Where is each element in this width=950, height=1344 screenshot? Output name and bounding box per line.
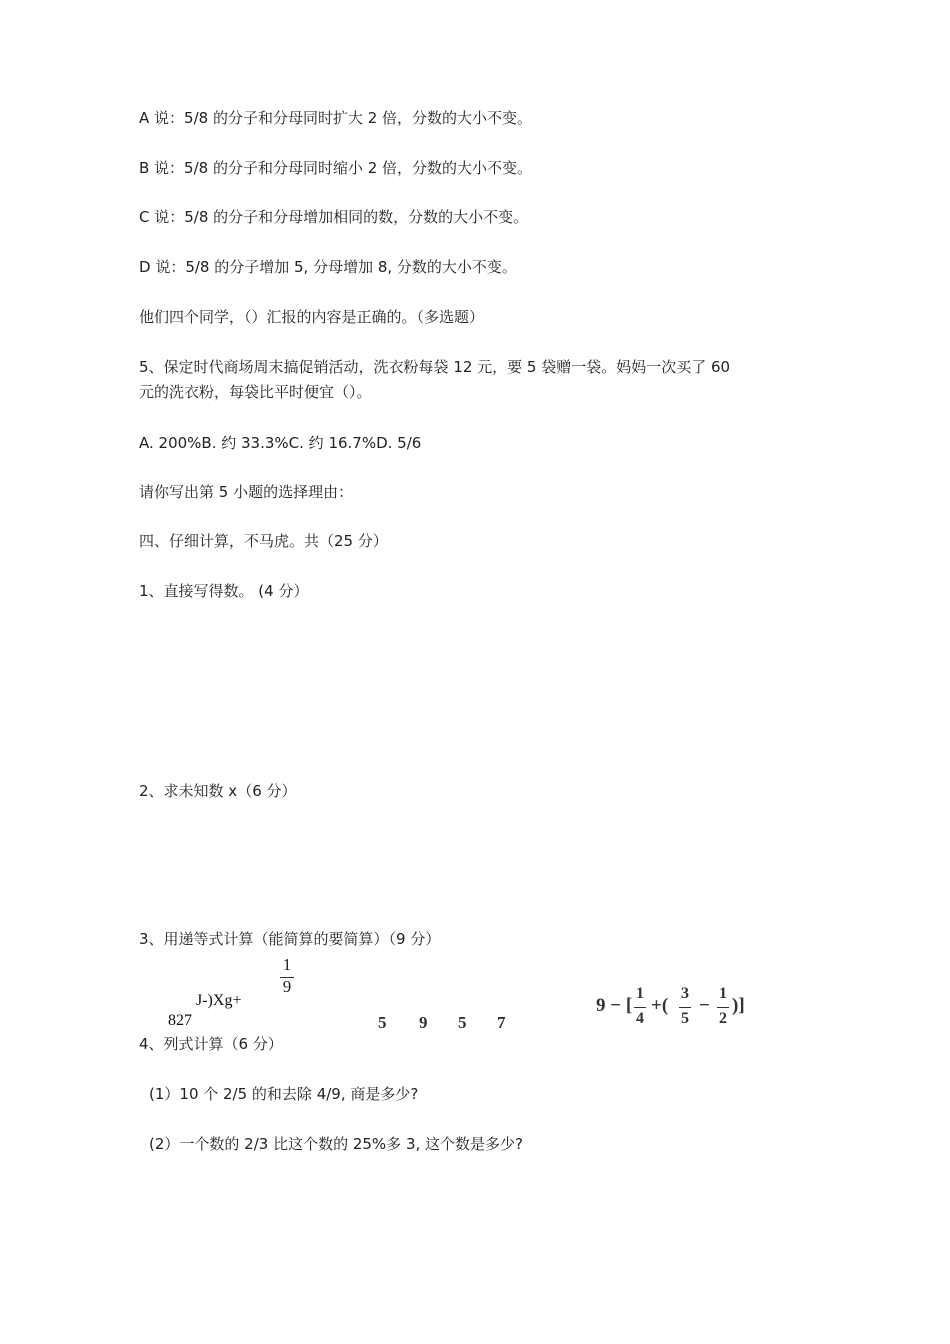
expr-minus: − — [699, 995, 710, 1016]
statement-d: D 说：5/8 的分子增加 5, 分母增加 8, 分数的大小不变。 — [139, 258, 517, 276]
number-item: 5 — [458, 1013, 467, 1032]
expr-tail: )] — [732, 995, 745, 1016]
question-5-options: A. 200%B. 约 33.3%C. 约 16.7%D. 5/6 — [139, 434, 422, 452]
question-5-line-2: 元的洗衣粉，每袋比平时便宜（）。 — [139, 383, 372, 401]
statement-b: B 说：5/8 的分子和分母同时缩小 2 倍，分数的大小不变。 — [139, 159, 533, 177]
subsection-1-heading: 1、直接写得数。 (4 分） — [139, 582, 309, 600]
digit-group: 827 — [168, 1012, 192, 1029]
subquestion-4-1: (1）10 个 2/5 的和去除 4/9, 商是多少? — [149, 1085, 419, 1103]
number-item: 5 — [378, 1013, 387, 1032]
expr-fraction-1-num: 1 — [636, 985, 644, 1002]
expr-fraction-1-bar — [634, 1007, 646, 1008]
expr-fraction-3-bar — [717, 1007, 729, 1008]
expr-fraction-2-den: 5 — [681, 1010, 689, 1027]
subsection-4-heading: 4、列式计算（6 分） — [139, 1035, 283, 1053]
garbled-expression: J-)Xg+ — [196, 992, 242, 1009]
question-5-line-1: 5、保定时代商场周末搞促销活动，洗衣粉每袋 12 元，要 5 袋赠一袋。妈妈一次买了 60 — [139, 358, 731, 376]
question-4-prompt: 他们四个同学，（）汇报的内容是正确的。（多选题） — [139, 308, 485, 326]
subquestion-4-2: (2）一个数的 2/3 比这个数的 25%多 3, 这个数是多少? — [149, 1135, 523, 1153]
subsection-3-heading: 3、用递等式计算（能简算的要简算）（9 分） — [139, 930, 441, 948]
expr-fraction-3-num: 1 — [719, 985, 727, 1002]
compound-expression — [596, 985, 756, 1035]
fraction-numerator: 1 — [282, 955, 292, 974]
number-item: 7 — [497, 1013, 506, 1032]
expr-lead: 9 − [ — [596, 995, 633, 1016]
subsection-2-heading: 2、求未知数 x（6 分） — [139, 782, 297, 800]
section-4-heading: 四、仔细计算，不马虎。共（25 分） — [139, 532, 388, 550]
expr-fraction-2-num: 3 — [681, 985, 689, 1002]
expr-fraction-2-bar — [679, 1007, 691, 1008]
statement-a: A 说：5/8 的分子和分母同时扩大 2 倍，分数的大小不变。 — [139, 109, 533, 127]
expr-fraction-3-den: 2 — [719, 1010, 727, 1027]
number-item: 9 — [419, 1013, 428, 1032]
fraction-denominator: 9 — [282, 977, 292, 996]
statement-c: C 说：5/8 的分子和分母增加相同的数，分数的大小不变。 — [139, 208, 529, 226]
expr-middle: +( — [651, 995, 669, 1016]
expr-fraction-1-den: 4 — [636, 1010, 644, 1027]
question-5-reason: 请你写出第 5 小题的选择理由： — [139, 483, 354, 501]
